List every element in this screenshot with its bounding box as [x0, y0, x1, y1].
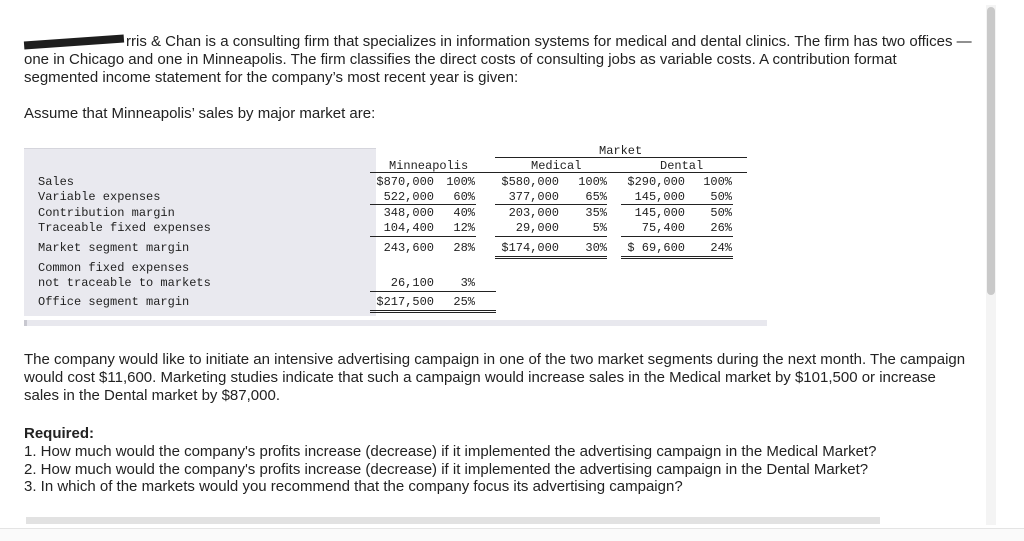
- cell-den-pct: 24%: [710, 241, 732, 255]
- cell-min-amt: 348,000: [383, 206, 434, 220]
- minneapolis-header: Minneapolis: [389, 159, 469, 173]
- cell-min-amt: $870,000: [376, 175, 434, 189]
- subtotal-rule: [370, 204, 476, 205]
- cell-den-pct: 26%: [710, 221, 732, 235]
- row-label-common-fixed: Common fixed expenses: [38, 261, 190, 275]
- required-item-3: 3. In which of the markets would you recommend that the company focus its advertising campaign?: [24, 478, 683, 495]
- market-header-rule: [495, 157, 747, 158]
- subtotal-rule: [495, 236, 607, 237]
- cell-min-amt: 522,000: [383, 190, 434, 204]
- cell-den-pct: 100%: [703, 175, 732, 189]
- cell-med-amt: $174,000: [501, 241, 559, 255]
- horizontal-scrollbar[interactable]: [26, 517, 880, 524]
- required-item-2: 2. How much would the company's profits increase (decrease) if it implemented the advertising campaign in the Dental Market?: [24, 460, 869, 478]
- cell-common-amt: 26,100: [390, 276, 434, 290]
- dental-header-rule: [621, 172, 747, 173]
- minneapolis-header-rule: [370, 172, 496, 173]
- double-rule-bottom: [370, 312, 496, 313]
- row-label-variable-expenses: Variable expenses: [38, 190, 161, 204]
- cell-min-pct: 40%: [453, 206, 475, 220]
- redaction-mark: [24, 35, 124, 50]
- cell-common-pct: 3%: [460, 276, 475, 290]
- cell-med-amt: 377,000: [508, 190, 559, 204]
- cell-den-pct: 50%: [710, 190, 732, 204]
- cell-den-amt: 75,400: [641, 221, 685, 235]
- double-rule-top: [495, 256, 607, 257]
- cell-med-amt: 203,000: [508, 206, 559, 220]
- cell-min-pct: 28%: [453, 241, 475, 255]
- row-label-traceable-fixed: Traceable fixed expenses: [38, 221, 211, 235]
- cell-office-amt: $217,500: [376, 295, 434, 309]
- cell-den-amt: $290,000: [627, 175, 685, 189]
- segment-income-table: [24, 145, 760, 317]
- cell-med-pct: 35%: [585, 206, 607, 220]
- required-list: [24, 443, 876, 496]
- cell-med-amt: $580,000: [501, 175, 559, 189]
- cell-den-amt: 145,000: [634, 206, 685, 220]
- subtotal-rule: [621, 236, 733, 237]
- assume-text: Assume that Minneapolis’ sales by major market are:: [24, 105, 376, 122]
- intro-paragraph: [24, 33, 974, 87]
- firm-name-fragment: rris: [126, 33, 147, 50]
- cell-min-pct: 12%: [453, 221, 475, 235]
- subtotal-rule: [370, 291, 496, 292]
- campaign-paragraph: The company would like to initiate an intensive advertising campaign in one of the two market segments during the next month. The campaign would cost $11,600. Marketing studies indicate that such a campaign would increase sales in the Medical market by $101,500 or increase sales in the Dental market by $87,000.: [24, 351, 966, 404]
- double-rule-top: [370, 310, 496, 311]
- vertical-scroll-thumb[interactable]: [987, 7, 995, 295]
- cell-den-amt: $ 69,600: [627, 241, 685, 255]
- market-header: Market: [599, 144, 643, 158]
- double-rule-bottom: [495, 258, 607, 259]
- required-title: Required:: [24, 425, 95, 442]
- medical-header-rule: [495, 172, 621, 173]
- row-label-contribution-margin: Contribution margin: [38, 206, 175, 220]
- double-rule-top: [621, 256, 733, 257]
- subtotal-rule: [621, 204, 733, 205]
- cell-med-amt: 29,000: [515, 221, 559, 235]
- cell-med-pct: 100%: [578, 175, 607, 189]
- vertical-scrollbar[interactable]: [986, 5, 996, 525]
- row-label-not-traceable: not traceable to markets: [38, 276, 211, 290]
- cell-med-pct: 65%: [585, 190, 607, 204]
- page-bottom-edge: [0, 528, 1024, 541]
- intro-text: & Chan is a consulting firm that specializes in information systems for medical and dental clinics. The firm has two offices —one in Chicago and one in Minneapolis. The firm classifies the direct costs of consulting jobs as variable costs. A contribution format segmented income statement for the company’s most recent year is given:: [24, 33, 972, 86]
- cell-med-pct: 5%: [592, 221, 607, 235]
- row-label-sales: Sales: [38, 175, 75, 189]
- cell-min-pct: 60%: [453, 190, 475, 204]
- cell-office-pct: 25%: [453, 295, 475, 309]
- double-rule-bottom: [621, 258, 733, 259]
- dental-header: Dental: [660, 159, 704, 173]
- required-item-1: 1. How much would the company's profits increase (decrease) if it implemented the advertising campaign in the Medical Market?: [24, 443, 877, 460]
- row-label-market-segment-margin: Market segment margin: [38, 241, 190, 255]
- cell-min-pct: 100%: [446, 175, 475, 189]
- cell-den-pct: 50%: [710, 206, 732, 220]
- exhibit-bottom-bar: [24, 320, 767, 326]
- cell-min-amt: 243,600: [383, 241, 434, 255]
- cell-min-amt: 104,400: [383, 221, 434, 235]
- cell-med-pct: 30%: [585, 241, 607, 255]
- row-label-office-segment-margin: Office segment margin: [38, 295, 190, 309]
- medical-header: Medical: [531, 159, 582, 173]
- cell-den-amt: 145,000: [634, 190, 685, 204]
- subtotal-rule: [370, 236, 476, 237]
- subtotal-rule: [495, 204, 607, 205]
